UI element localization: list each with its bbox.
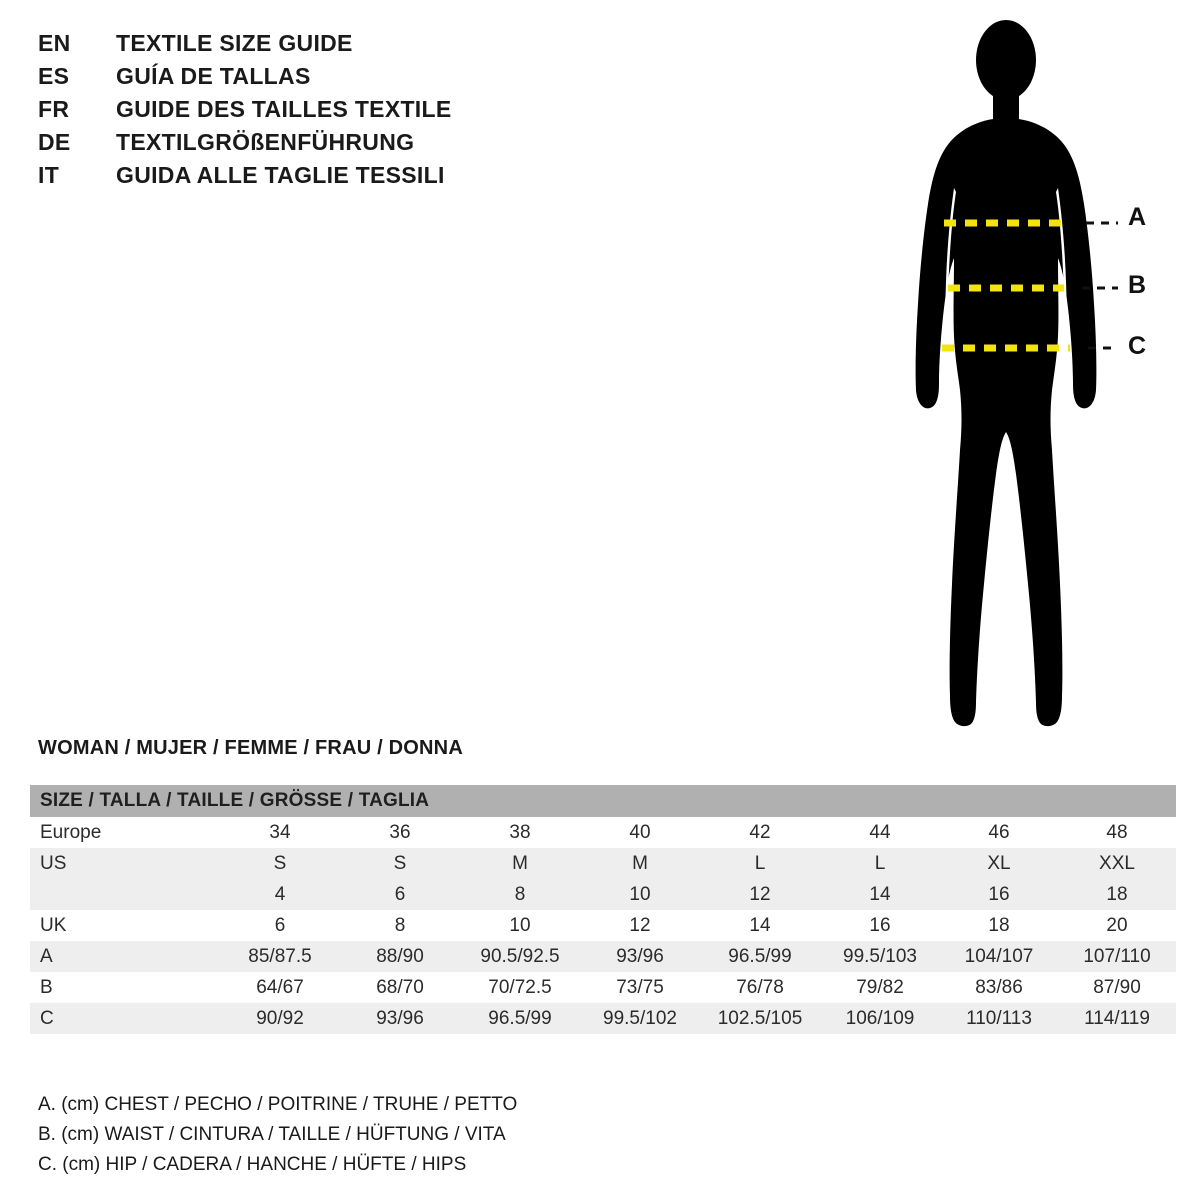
table-cell: XL (940, 848, 1058, 879)
table-cell: 16 (940, 879, 1058, 910)
row-label: C (30, 1003, 220, 1034)
table-cell: 16 (820, 910, 940, 941)
row-label (30, 879, 220, 910)
title-row (38, 96, 598, 129)
table-cell: 6 (340, 879, 460, 910)
table-cell: 10 (460, 910, 580, 941)
marker-label-a: A (1128, 203, 1147, 231)
title-row (38, 129, 598, 162)
table-cell: 10 (580, 879, 700, 910)
table-cell: 64/67 (220, 972, 340, 1003)
title-text: TEXTILGRÖßENFÜHRUNG (116, 129, 415, 155)
group-heading: WOMAN / MUJER / FEMME / FRAU / DONNA (38, 737, 463, 759)
table-cell: 12 (700, 879, 820, 910)
table-cell: S (340, 848, 460, 879)
female-silhouette-icon (850, 18, 1180, 748)
note-c: C. (cm) HIP / CADERA / HANCHE / HÜFTE / HIPS (38, 1154, 467, 1175)
table-cell: L (820, 848, 940, 879)
table-cell: 70/72.5 (460, 972, 580, 1003)
marker-label-b: B (1128, 271, 1147, 299)
title-language-list (38, 30, 598, 195)
table-row (30, 879, 1176, 910)
table-cell: 79/82 (820, 972, 940, 1003)
table-cell: 8 (340, 910, 460, 941)
table-row (30, 972, 1176, 1003)
title-lang-code: ES (38, 63, 70, 89)
table-cell: 73/75 (580, 972, 700, 1003)
table-cell: 42 (700, 817, 820, 848)
table-cell: 93/96 (580, 941, 700, 972)
table-cell: 44 (820, 817, 940, 848)
title-row (38, 63, 598, 96)
table-cell: 106/109 (820, 1003, 940, 1034)
body-figure (850, 18, 1180, 748)
table-cell: 87/90 (1058, 972, 1176, 1003)
table-cell: 99.5/103 (820, 941, 940, 972)
table-cell: 4 (220, 879, 340, 910)
table-cell: 99.5/102 (580, 1003, 700, 1034)
table-cell: 96.5/99 (700, 941, 820, 972)
table-row (30, 848, 1176, 879)
table-cell: M (580, 848, 700, 879)
table-header-row (30, 785, 1176, 817)
table-cell: 90.5/92.5 (460, 941, 580, 972)
table-cell: 20 (1058, 910, 1176, 941)
note-b: B. (cm) WAIST / CINTURA / TAILLE / HÜFTUNG / VITA (38, 1124, 506, 1145)
table-cell: 96.5/99 (460, 1003, 580, 1034)
table-cell: 6 (220, 910, 340, 941)
table-row (30, 941, 1176, 972)
table-cell: 34 (220, 817, 340, 848)
table-cell: 102.5/105 (700, 1003, 820, 1034)
row-label: US (30, 848, 220, 879)
table-row (30, 1003, 1176, 1034)
title-lang-code: DE (38, 129, 71, 155)
measurement-notes (38, 1090, 738, 1180)
table-row (30, 910, 1176, 941)
title-text: GUIDA ALLE TAGLIE TESSILI (116, 162, 445, 188)
marker-label-c: C (1128, 332, 1147, 360)
table-cell: 38 (460, 817, 580, 848)
table-cell: 85/87.5 (220, 941, 340, 972)
title-lang-code: IT (38, 162, 60, 188)
table-cell: 12 (580, 910, 700, 941)
row-label: A (30, 941, 220, 972)
note-a: A. (cm) CHEST / PECHO / POITRINE / TRUHE / PETTO (38, 1094, 518, 1115)
table-cell: 104/107 (940, 941, 1058, 972)
table-cell: 14 (820, 879, 940, 910)
table-cell: 14 (700, 910, 820, 941)
title-lang-code: FR (38, 96, 70, 122)
table-cell: 18 (1058, 879, 1176, 910)
table-cell: 48 (1058, 817, 1176, 848)
table-cell: 46 (940, 817, 1058, 848)
table-cell: 40 (580, 817, 700, 848)
table-cell: M (460, 848, 580, 879)
row-label: B (30, 972, 220, 1003)
table-cell: L (700, 848, 820, 879)
table-cell: 8 (460, 879, 580, 910)
table-cell: S (220, 848, 340, 879)
size-table (30, 785, 1176, 1034)
table-cell: 76/78 (700, 972, 820, 1003)
table-cell: 18 (940, 910, 1058, 941)
table-cell: 93/96 (340, 1003, 460, 1034)
table-row (30, 817, 1176, 848)
table-header-label: SIZE / TALLA / TAILLE / GRÖSSE / TAGLIA (30, 785, 1176, 817)
table-cell: 83/86 (940, 972, 1058, 1003)
title-lang-code: EN (38, 30, 71, 56)
row-label: Europe (30, 817, 220, 848)
table-cell: 107/110 (1058, 941, 1176, 972)
table-cell: 110/113 (940, 1003, 1058, 1034)
row-label: UK (30, 910, 220, 941)
table-cell: XXL (1058, 848, 1176, 879)
title-row (38, 162, 598, 195)
table-cell: 68/70 (340, 972, 460, 1003)
title-row (38, 30, 598, 63)
table-cell: 36 (340, 817, 460, 848)
table-cell: 88/90 (340, 941, 460, 972)
table-cell: 90/92 (220, 1003, 340, 1034)
title-text: TEXTILE SIZE GUIDE (116, 30, 353, 56)
table-cell: 114/119 (1058, 1003, 1176, 1034)
title-text: GUIDE DES TAILLES TEXTILE (116, 96, 452, 122)
title-text: GUÍA DE TALLAS (116, 63, 311, 89)
